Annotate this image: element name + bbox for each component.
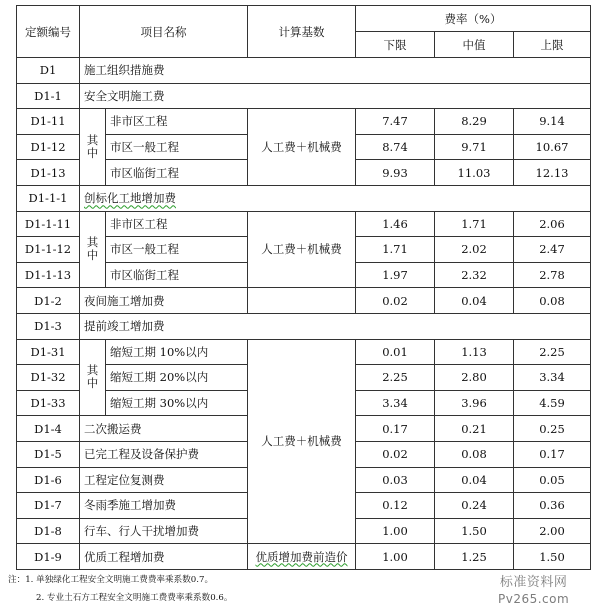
rate-high: 12.13 (514, 160, 591, 186)
rate-high: 10.67 (514, 134, 591, 160)
base-cell-quality (248, 544, 356, 570)
base-quality-text: 优质增加费前造价 (255, 549, 348, 564)
rate-high: 2.06 (514, 211, 591, 237)
row-name: 冬雨季施工增加费 (80, 493, 248, 519)
qizhong-text: 其中 (86, 363, 99, 391)
fee-rate-table (16, 5, 591, 570)
row-code: D1-6 (17, 467, 80, 493)
row-name: 市区一般工程 (106, 134, 248, 160)
table-row (17, 58, 591, 84)
rate-high: 3.34 (514, 365, 591, 391)
rate-mid: 11.03 (435, 160, 514, 186)
rate-high: 1.50 (514, 544, 591, 570)
rate-low: 2.25 (356, 365, 435, 391)
row-name: 市区临街工程 (106, 160, 248, 186)
row-name-text: 创标化工地增加费 (84, 191, 176, 206)
row-code: D1-1-1 (17, 185, 80, 211)
row-name: 优质工程增加费 (80, 544, 248, 570)
header-low: 下限 (356, 32, 435, 58)
header-rate: 费率（%） (356, 6, 591, 32)
base-cell-empty (248, 288, 356, 314)
qizhong-label-3 (80, 339, 106, 416)
row-code: D1-5 (17, 441, 80, 467)
header-high: 上限 (514, 32, 591, 58)
row-code: D1-31 (17, 339, 80, 365)
header-base: 计算基数 (248, 6, 356, 58)
row-name: 非市区工程 (106, 211, 248, 237)
rate-mid: 1.25 (435, 544, 514, 570)
row-code: D1-2 (17, 288, 80, 314)
rate-high: 0.08 (514, 288, 591, 314)
rate-low: 1.97 (356, 262, 435, 288)
rate-low: 0.03 (356, 467, 435, 493)
row-code: D1-1-12 (17, 237, 80, 263)
rate-mid: 8.29 (435, 109, 514, 135)
rate-high: 2.25 (514, 339, 591, 365)
row-code: D1-4 (17, 416, 80, 442)
rate-low: 0.17 (356, 416, 435, 442)
rate-low: 3.34 (356, 390, 435, 416)
rate-high: 4.59 (514, 390, 591, 416)
rate-high: 0.25 (514, 416, 591, 442)
row-name: 施工组织措施费 (80, 58, 591, 84)
table-row (17, 288, 591, 314)
rate-low: 0.02 (356, 441, 435, 467)
rate-high: 2.78 (514, 262, 591, 288)
row-code: D1 (17, 58, 80, 84)
rate-mid: 1.71 (435, 211, 514, 237)
rate-mid: 9.71 (435, 134, 514, 160)
row-name: 夜间施工增加费 (80, 288, 248, 314)
row-code: D1-3 (17, 313, 80, 339)
row-name: 缩短工期 20%以内 (106, 365, 248, 391)
row-name (80, 185, 591, 211)
qizhong-text: 其中 (86, 235, 99, 263)
qizhong-label-1 (80, 109, 106, 186)
rate-mid: 0.08 (435, 441, 514, 467)
row-name: 行车、行人干扰增加费 (80, 518, 248, 544)
table-row (17, 313, 591, 339)
row-code: D1-12 (17, 134, 80, 160)
row-code: D1-33 (17, 390, 80, 416)
base-cell: 人工费＋机械费 (248, 339, 356, 544)
rate-high: 2.00 (514, 518, 591, 544)
watermark-line2: Pv265.com (498, 592, 570, 606)
rate-mid: 3.96 (435, 390, 514, 416)
rate-low: 8.74 (356, 134, 435, 160)
watermark-line1: 标准资料网 (499, 575, 568, 590)
row-name: 市区一般工程 (106, 237, 248, 263)
row-code: D1-7 (17, 493, 80, 519)
rate-high: 2.47 (514, 237, 591, 263)
row-code: D1-1 (17, 83, 80, 109)
rate-low: 1.46 (356, 211, 435, 237)
rate-mid: 2.02 (435, 237, 514, 263)
row-name: 提前竣工增加费 (80, 313, 591, 339)
row-code: D1-13 (17, 160, 80, 186)
note-2: 2. 专业土石方工程安全文明施工费费率乘系数0.6。 (36, 593, 233, 603)
table-row (17, 211, 591, 237)
rate-low: 0.01 (356, 339, 435, 365)
rate-mid: 0.04 (435, 288, 514, 314)
base-cell: 人工费＋机械费 (248, 109, 356, 186)
rate-mid: 2.80 (435, 365, 514, 391)
row-code: D1-1-11 (17, 211, 80, 237)
header-name: 项目名称 (80, 6, 248, 58)
rate-low: 1.00 (356, 544, 435, 570)
rate-high: 0.36 (514, 493, 591, 519)
table-row (17, 544, 591, 570)
rate-mid: 0.24 (435, 493, 514, 519)
rate-low: 1.00 (356, 518, 435, 544)
note-1: 注：1. 单独绿化工程安全文明施工费费率乘系数0.7。 (8, 575, 214, 585)
header-code: 定额编号 (17, 6, 80, 58)
watermark (498, 574, 569, 608)
row-code: D1-9 (17, 544, 80, 570)
qizhong-text: 其中 (86, 133, 99, 161)
rate-high: 0.05 (514, 467, 591, 493)
rate-low: 7.47 (356, 109, 435, 135)
table-row (17, 109, 591, 135)
row-name: 缩短工期 10%以内 (106, 339, 248, 365)
row-name: 缩短工期 30%以内 (106, 390, 248, 416)
row-name: 非市区工程 (106, 109, 248, 135)
table-row (17, 339, 591, 365)
rate-mid: 0.04 (435, 467, 514, 493)
row-name: 二次搬运费 (80, 416, 248, 442)
rate-low: 0.12 (356, 493, 435, 519)
row-code: D1-1-13 (17, 262, 80, 288)
table-notes (8, 571, 232, 607)
rate-low: 9.93 (356, 160, 435, 186)
row-name: 市区临街工程 (106, 262, 248, 288)
rate-low: 0.02 (356, 288, 435, 314)
row-code: D1-11 (17, 109, 80, 135)
row-name: 安全文明施工费 (80, 83, 591, 109)
rate-mid: 1.13 (435, 339, 514, 365)
table-row (17, 83, 591, 109)
row-code: D1-8 (17, 518, 80, 544)
rate-mid: 0.21 (435, 416, 514, 442)
rate-low: 1.71 (356, 237, 435, 263)
rate-high: 0.17 (514, 441, 591, 467)
rate-mid: 2.32 (435, 262, 514, 288)
qizhong-label-2 (80, 211, 106, 288)
row-name: 已完工程及设备保护费 (80, 441, 248, 467)
rate-high: 9.14 (514, 109, 591, 135)
row-code: D1-32 (17, 365, 80, 391)
header-mid: 中值 (435, 32, 514, 58)
rate-mid: 1.50 (435, 518, 514, 544)
base-cell: 人工费＋机械费 (248, 211, 356, 288)
table-row (17, 185, 591, 211)
row-name: 工程定位复测费 (80, 467, 248, 493)
